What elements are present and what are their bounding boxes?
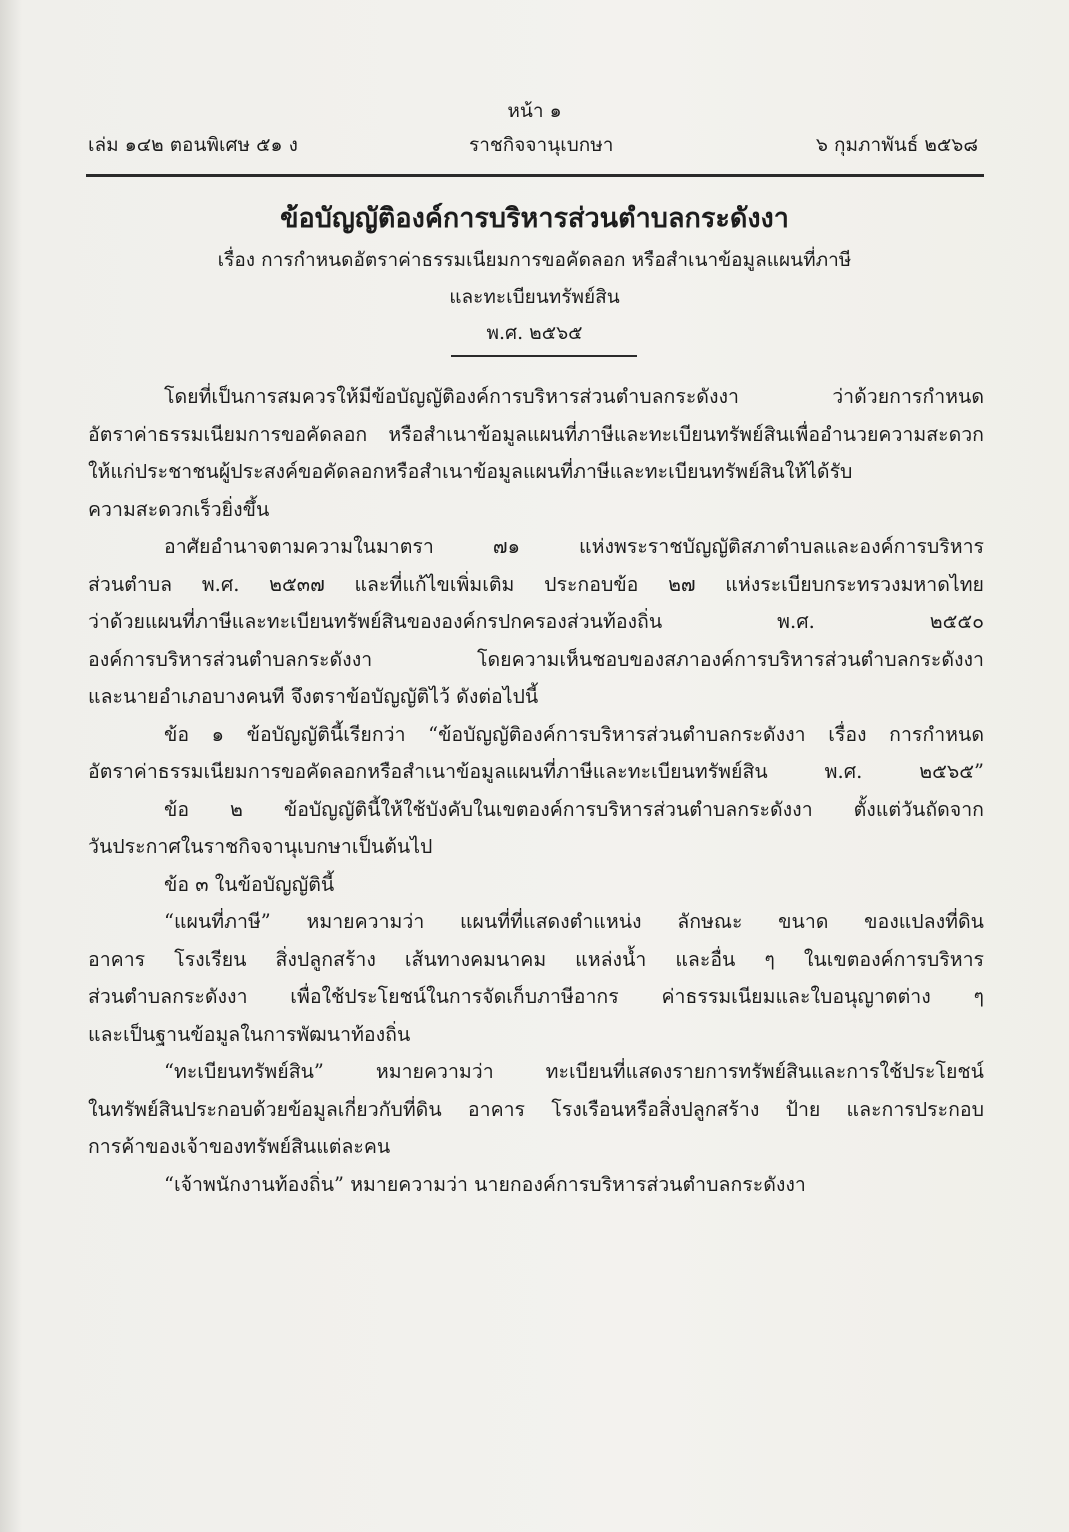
body-line: ส่วนตำบลกระดังงา เพื่อใช้ประโยชน์ในการจัดเก็บภาษีอากร ค่าธรรมเนียมและใบอนุญาตต่าง ๆ [88,985,984,1008]
body-line: วันประกาศในราชกิจจานุเบกษาเป็นต้นไป [88,835,433,858]
gazette-name: ราชกิจจานุเบกษา [469,134,614,156]
body-line: และนายอำเภอบางคนที จึงตราข้อบัญญัติไว้ ดังต่อไปนี้ [88,685,539,708]
header-rule [86,174,984,177]
body-line: ในทรัพย์สินประกอบด้วยข้อมูลเกี่ยวกับที่ดิน อาคาร โรงเรือนหรือสิ่งปลูกสร้าง ป้าย และการประกอบ [88,1097,984,1121]
body-line: และเป็นฐานข้อมูลในการพัฒนาท้องถิ่น [88,1022,411,1046]
body-line: องค์การบริหารส่วนตำบลกระดังงา โดยความเห็นชอบของสภาองค์การบริหารส่วนตำบลกระดังงา [88,647,984,671]
volume-info: เล่ม ๑๔๒ ตอนพิเศษ ๕๑ ง [88,134,298,156]
page-number: หน้า ๑ [507,100,562,122]
body-line: อาศัยอำนาจตามความในมาตรา ๗๑ แห่งพระราชบัญญัติสภาตำบลและองค์การบริหาร [164,535,984,558]
body-line: โดยที่เป็นการสมควรให้มีข้อบัญญัติองค์การบริหารส่วนตำบลกระดังงา ว่าด้วยการกำหนด [164,385,984,408]
body-line: “แผนที่ภาษี” หมายความว่า แผนที่ที่แสดงตำแหน่ง ลักษณะ ขนาด ของแปลงที่ดิน [164,910,984,933]
body-line: ว่าด้วยแผนที่ภาษีและทะเบียนทรัพย์สินขององค์กรปกครองส่วนท้องถิ่น พ.ศ. ๒๕๕๐ [88,610,984,633]
document-title: ข้อบัญญัติองค์การบริหารส่วนตำบลกระดังงา [280,203,789,234]
subtitle-line-1: เรื่อง การกำหนดอัตราค่าธรรมเนียมการขอคัดลอก หรือสำเนาข้อมูลแผนที่ภาษี [217,249,852,271]
body-line: ข้อ ๒ ข้อบัญญัตินี้ให้ใช้บังคับในเขตองค์การบริหารส่วนตำบลกระดังงา ตั้งแต่วันถัดจาก [164,797,984,821]
publish-date: ๖ กุมภาพันธ์ ๒๕๖๘ [815,134,978,156]
body-line: ส่วนตำบล พ.ศ. ๒๕๓๗ และที่แก้ไขเพิ่มเติม ประกอบข้อ ๒๗ แห่งระเบียบกระทรวงมหาดไทย [88,572,984,596]
body-line: การค้าของเจ้าของทรัพย์สินแต่ละคน [88,1135,391,1158]
body-line: ข้อ ๓ ในข้อบัญญัตินี้ [164,872,335,896]
body-line: ข้อ ๑ ข้อบัญญัตินี้เรียกว่า “ข้อบัญญัติองค์การบริหารส่วนตำบลกระดังงา เรื่อง การกำหนด [164,722,984,746]
subtitle-line-2: และทะเบียนทรัพย์สิน [449,286,620,308]
body-line: ให้แก่ประชาชนผู้ประสงค์ขอคัดลอกหรือสำเนาข้อมูลแผนที่ภาษีและทะเบียนทรัพย์สินให้ได้รับ [88,460,853,483]
body-line: อัตราค่าธรรมเนียมการขอคัดลอกหรือสำเนาข้อมูลแผนที่ภาษีและทะเบียนทรัพย์สิน พ.ศ. ๒๕๖๕” [88,760,984,783]
body-line: “เจ้าพนักงานท้องถิ่น” หมายความว่า นายกองค์การบริหารส่วนตำบลกระดังงา [164,1172,806,1196]
body-line: “ทะเบียนทรัพย์สิน” หมายความว่า ทะเบียนที่แสดงรายการทรัพย์สินและการใช้ประโยชน์ [164,1060,984,1083]
body-line: อาคาร โรงเรียน สิ่งปลูกสร้าง เส้นทางคมนาคม แหล่งน้ำ และอื่น ๆ ในเขตองค์การบริหาร [88,947,984,971]
title-rule [451,355,637,357]
subtitle-year: พ.ศ. ๒๕๖๕ [486,322,583,344]
body-line: ความสะดวกเร็วยิ่งขึ้น [88,497,270,521]
document-body [88,378,984,1203]
body-line: อัตราค่าธรรมเนียมการขอคัดลอก หรือสำเนาข้อมูลแผนที่ภาษีและทะเบียนทรัพย์สินเพื่ออำนวยความสะดวก [88,422,984,446]
